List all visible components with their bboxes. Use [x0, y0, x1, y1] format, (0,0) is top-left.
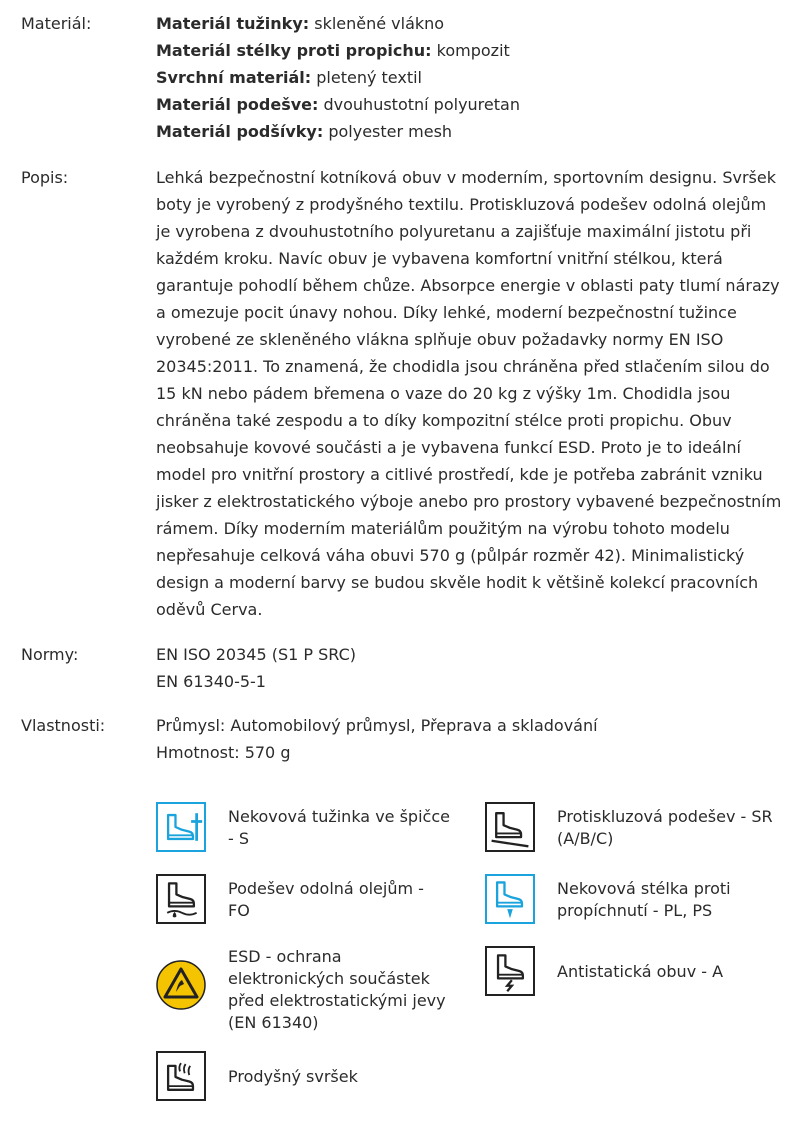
property-item: Průmysl: Automobilový průmysl, Přeprava a skladování: [156, 716, 598, 735]
material-item: [156, 37, 797, 64]
description-line: oděvů Cerva.: [156, 600, 263, 619]
material-value: polyester mesh: [323, 122, 453, 141]
feature-text: [228, 878, 458, 922]
norms-label: Normy:: [21, 645, 79, 664]
properties-label: Vlastnosti:: [21, 716, 106, 735]
material-value: pletený textil: [311, 68, 422, 87]
feature-line: - S: [228, 829, 250, 848]
property-item: Hmotnost: 570 g: [156, 743, 291, 762]
non-metal-toecap-icon: [156, 802, 206, 852]
feature-line: Nekovová stélka proti: [557, 879, 731, 898]
description-line: 20345:2011. To znamená, že chodidla jsou chráněna před stlačením silou do: [156, 357, 770, 376]
material-key: Materiál tužinky:: [156, 14, 310, 33]
feature-line: (EN 61340): [228, 1013, 319, 1032]
material-value: kompozit: [431, 41, 510, 60]
description-label: Popis:: [21, 168, 69, 187]
material-item: [156, 118, 797, 145]
anti-slip-sole-icon: [485, 802, 535, 852]
material-key: Materiál stélky proti propichu:: [156, 41, 432, 60]
norm-item: EN ISO 20345 (S1 P SRC): [156, 645, 356, 664]
description-line: 15 kN nebo pádem břemena o vaze do 20 kg z výšky 1m. Chodidla jsou: [156, 384, 731, 403]
material-label: Materiál:: [21, 14, 92, 33]
description-line: Lehká bezpečnostní kotníková obuv v moderním, sportovním designu. Svršek: [156, 168, 776, 187]
antistatic-icon: [485, 946, 535, 996]
description-line: jisker z elektrostatického výboje anebo pro prostory vybavené bezpečnostním: [156, 492, 782, 511]
feature-text: [228, 806, 458, 850]
oil-resistant-sole-icon: [156, 874, 206, 924]
description-line: nepřesahuje celková váha obuvi 570 g (půlpár rozměr 42). Minimalistický: [156, 546, 745, 565]
description-line: rámem. Díky moderním materiálům použitým na výrobu tohoto modelu: [156, 519, 730, 538]
feature-text: [557, 961, 787, 983]
feature-text: [557, 878, 787, 922]
material-list: [156, 10, 797, 145]
material-value: dvouhustotní polyuretan: [318, 95, 520, 114]
feature-line: Protiskluzová podešev - SR: [557, 807, 773, 826]
feature-text: [228, 1066, 458, 1088]
material-key: Svrchní materiál:: [156, 68, 312, 87]
feature-line: Nekovová tužinka ve špičce: [228, 807, 450, 826]
description-text: [156, 164, 797, 623]
feature-text: [228, 946, 458, 1034]
description-line: každém kroku. Navíc obuv je vybavena komfortní vnitřní stélkou, která: [156, 249, 723, 268]
feature-line: propíchnutí - PL, PS: [557, 901, 713, 920]
feature-line: ESD - ochrana: [228, 947, 342, 966]
material-item: [156, 64, 797, 91]
feature-line: před elektrostatickými jevy: [228, 991, 446, 1010]
description-line: model pro vnitřní prostory a citlivé prostředí, kde je potřeba zabránit vzniku: [156, 465, 763, 484]
feature-line: Podešev odolná olejům -: [228, 879, 424, 898]
description-line: chráněna také zespodu a to díky kompozitní stélce proti propichu. Obuv: [156, 411, 732, 430]
description-line: vyrobené ze skleněného vlákna splňuje obuv požadavky normy EN ISO: [156, 330, 724, 349]
material-item: [156, 10, 797, 37]
norms-list: [156, 641, 797, 695]
feature-line: elektronických součástek: [228, 969, 430, 988]
material-key: Materiál podešve:: [156, 95, 319, 114]
description-line: neobsahuje kovové součásti a je vybavena funkcí ESD. Proto je to ideální: [156, 438, 741, 457]
description-line: garantuje pohodlí během chůze. Absorpce energie v oblasti paty tlumí nárazy: [156, 276, 780, 295]
feature-line: Antistatická obuv - A: [557, 962, 724, 981]
description-line: boty je vyrobený z prodyšného textilu. Protiskluzová podešev odolná olejům: [156, 195, 767, 214]
feature-line: Prodyšný svršek: [228, 1067, 358, 1086]
norm-item: EN 61340-5-1: [156, 672, 266, 691]
non-metal-insole-icon: [485, 874, 535, 924]
properties-list: [156, 712, 797, 766]
description-line: design a moderní barvy se budou skvěle hodit k většině kolekcí pracovních: [156, 573, 759, 592]
feature-line: (A/B/C): [557, 829, 614, 848]
esd-icon: [156, 960, 206, 1010]
material-item: [156, 91, 797, 118]
material-key: Materiál podšívky:: [156, 122, 324, 141]
description-line: a omezuje pocit únavy nohou. Díky lehké, moderní bezpečnostní tužince: [156, 303, 737, 322]
material-value: skleněné vlákno: [309, 14, 445, 33]
feature-text: [557, 806, 787, 850]
description-line: je vyrobena z dvouhustotního polyuretanu a zajišťuje maximální jistotu při: [156, 222, 752, 241]
breathable-upper-icon: [156, 1051, 206, 1101]
feature-line: FO: [228, 901, 250, 920]
